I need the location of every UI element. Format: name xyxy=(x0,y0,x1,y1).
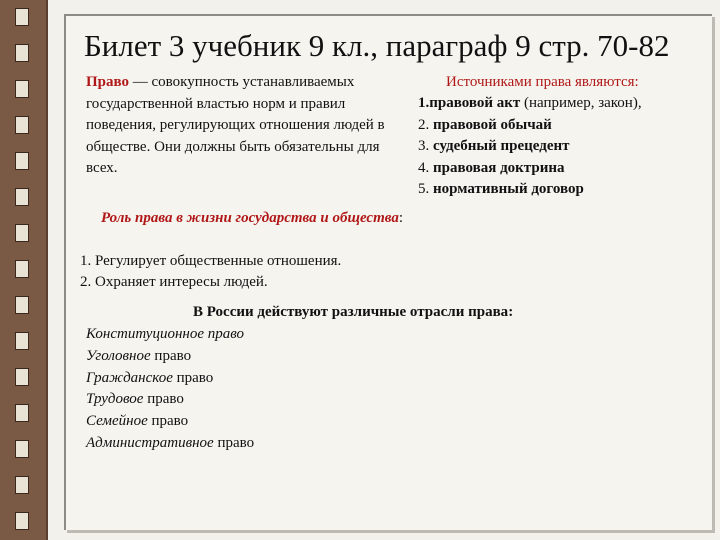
branch-item: Уголовное право xyxy=(86,347,192,364)
film-strip-border xyxy=(0,0,48,540)
definition-text: совокупность устанавливаемых государственной властью норм и правил поведения, регулирующих отношения людей в обществе. Они должны быть обязательны для всех. xyxy=(86,74,385,176)
role-heading: Роль права в жизни государства и общества: xyxy=(100,210,404,226)
strip-hole xyxy=(15,224,29,242)
strip-hole xyxy=(15,188,29,206)
branch-item: Административное право xyxy=(86,434,255,451)
branch-item: Трудовое право xyxy=(86,391,184,408)
source-item: 3. судебный прецедент xyxy=(418,138,570,154)
strip-hole xyxy=(15,368,29,386)
slide-title: Билет 3 учебник 9 кл., параграф 9 стр. 70-82 xyxy=(84,28,670,63)
branch-item: Гражданское право xyxy=(86,369,214,386)
source-item: 4. правовая доктрина xyxy=(418,159,565,176)
definition-term: Право xyxy=(86,74,130,90)
strip-hole xyxy=(15,476,29,494)
strip-hole xyxy=(15,8,29,26)
sources-heading: Источниками права являются: xyxy=(446,74,639,90)
law-definition xyxy=(86,72,386,180)
role-item: 1. Регулирует общественные отношения. xyxy=(80,253,342,269)
strip-hole xyxy=(15,260,29,278)
strip-hole xyxy=(15,296,29,314)
strip-hole xyxy=(15,512,29,530)
branch-item: Конституционное право xyxy=(86,326,245,342)
strip-hole xyxy=(15,44,29,62)
definition-dash: — xyxy=(129,74,152,90)
source-item: 2. правовой обычай xyxy=(418,116,552,133)
strip-hole xyxy=(15,440,29,458)
strip-hole xyxy=(15,404,29,422)
sources-list xyxy=(418,93,642,201)
branch-item: Семейное право xyxy=(86,413,189,430)
strip-hole xyxy=(15,80,29,98)
strip-hole xyxy=(15,152,29,170)
source-item: 5. нормативный договор xyxy=(418,181,584,197)
source-item: 1.правовой акт (например, закон), xyxy=(418,95,642,111)
branches-heading: В России действуют различные отрасли права: xyxy=(193,304,514,320)
strip-hole xyxy=(15,116,29,134)
branches-list xyxy=(86,324,254,455)
role-item: 2. Охраняет интересы людей. xyxy=(80,274,268,290)
strip-hole xyxy=(15,332,29,350)
role-list xyxy=(80,251,341,293)
